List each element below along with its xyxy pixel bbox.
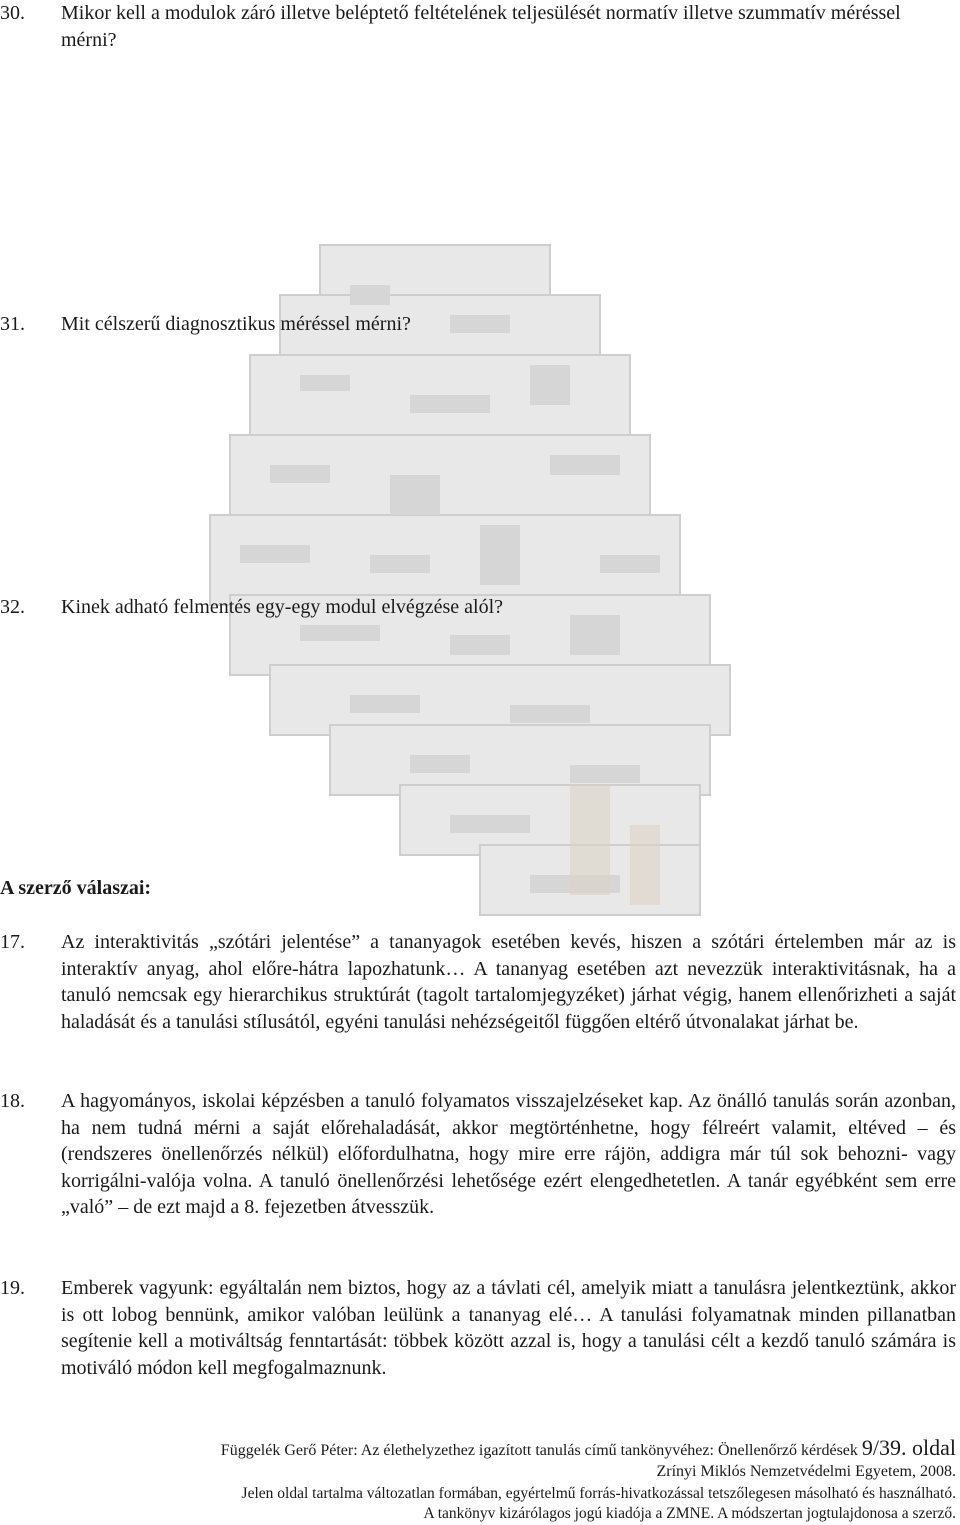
footer-title-line: [0, 1436, 956, 1463]
answer-text: Emberek vagyunk: egyáltalán nem biztos, hogy az a távlati cél, amelyik miatt a tanulásra jelentkeztünk, akkor is ott lobog bennünk, amikor valóban leülünk a tananyag elé… A tanulási folyamatnak minden pillanatban segítenie kell a motiváltság fenntartását: többek között azzal is, hogy a tanulási célt a kezdő tanuló számára is motiváló módon kell megfogalmaznunk.: [61, 1277, 956, 1379]
page-number: 9/39. oldal: [861, 1435, 956, 1460]
question-number: 30.: [0, 2, 25, 24]
question-text: Mit célszerű diagnosztikus méréssel mérni?: [61, 313, 411, 335]
question-text: Kinek adható felmentés egy-egy modul elvégzése alól?: [61, 596, 504, 618]
footer-source: Függelék Gerő Péter: Az élethelyzethez igazított tanulás című tankönyvéhez: Önellenőrző kérdések: [220, 1442, 858, 1459]
question-number: 31.: [0, 313, 25, 335]
footer-publisher: Zrínyi Miklós Nemzetvédelmi Egyetem, 2008.: [656, 1463, 956, 1480]
footer-copy-notice: Jelen oldal tartalma változatlan formában, egyértelmű forrás-hivatkozással tetszőlegesen másolható és használható.: [241, 1485, 956, 1502]
answer-text: A hagyományos, iskolai képzésben a tanuló folyamatos visszajelzéseket kap. Az önálló tanulás során azonban, ha nem tudná mérni a saját előrehaladását, akkor megtörténhetne, hogy félreért valamit, eltéved – és (rendszeres önellenőrzés nélkül) előfordulhatna, hogy mire erre rájön, addigra már túl sok behozni- vagy korrigálni-valója volna. A tanuló önellenőrzési lehetősége ezért elengedhetetlen. A tanár egyébként sem erre „való” – de ezt majd a 8. fejezetben átvesszük.: [61, 1090, 956, 1219]
answer-number: 19.: [0, 1277, 25, 1299]
footer-rights-notice: A tankönyv kizárólagos jogú kiadója a ZMNE. A módszertan jogtulajdonosa a szerző.: [423, 1505, 956, 1522]
answer-number: 18.: [0, 1090, 25, 1112]
answer-text: Az interaktivitás „szótári jelentése” a tananyagok esetében kevés, hiszen a szótári értelemben már az is interaktív anyag, ahol előre-hátra lapozhatunk… A tananyag esetében azt nevezzük interaktivitásnak, ha a tanuló nemcsak egy hierarchikus struktúrát (tagolt tartalomjegyzéket) járhat végig, hanem ellenőrizheti a saját haladását és a tanulási stílusától, egyéni tanulási nehézségeitől függően eltérő útvonalakat járhat be.: [61, 931, 956, 1033]
answers-heading: A szerző válaszai:: [0, 877, 152, 899]
question-text: Mikor kell a modulok záró illetve beléptető feltételének teljesülését normatív illetve szummatív méréssel mérni?: [61, 2, 901, 51]
answer-number: 17.: [0, 931, 25, 953]
question-number: 32.: [0, 596, 25, 618]
